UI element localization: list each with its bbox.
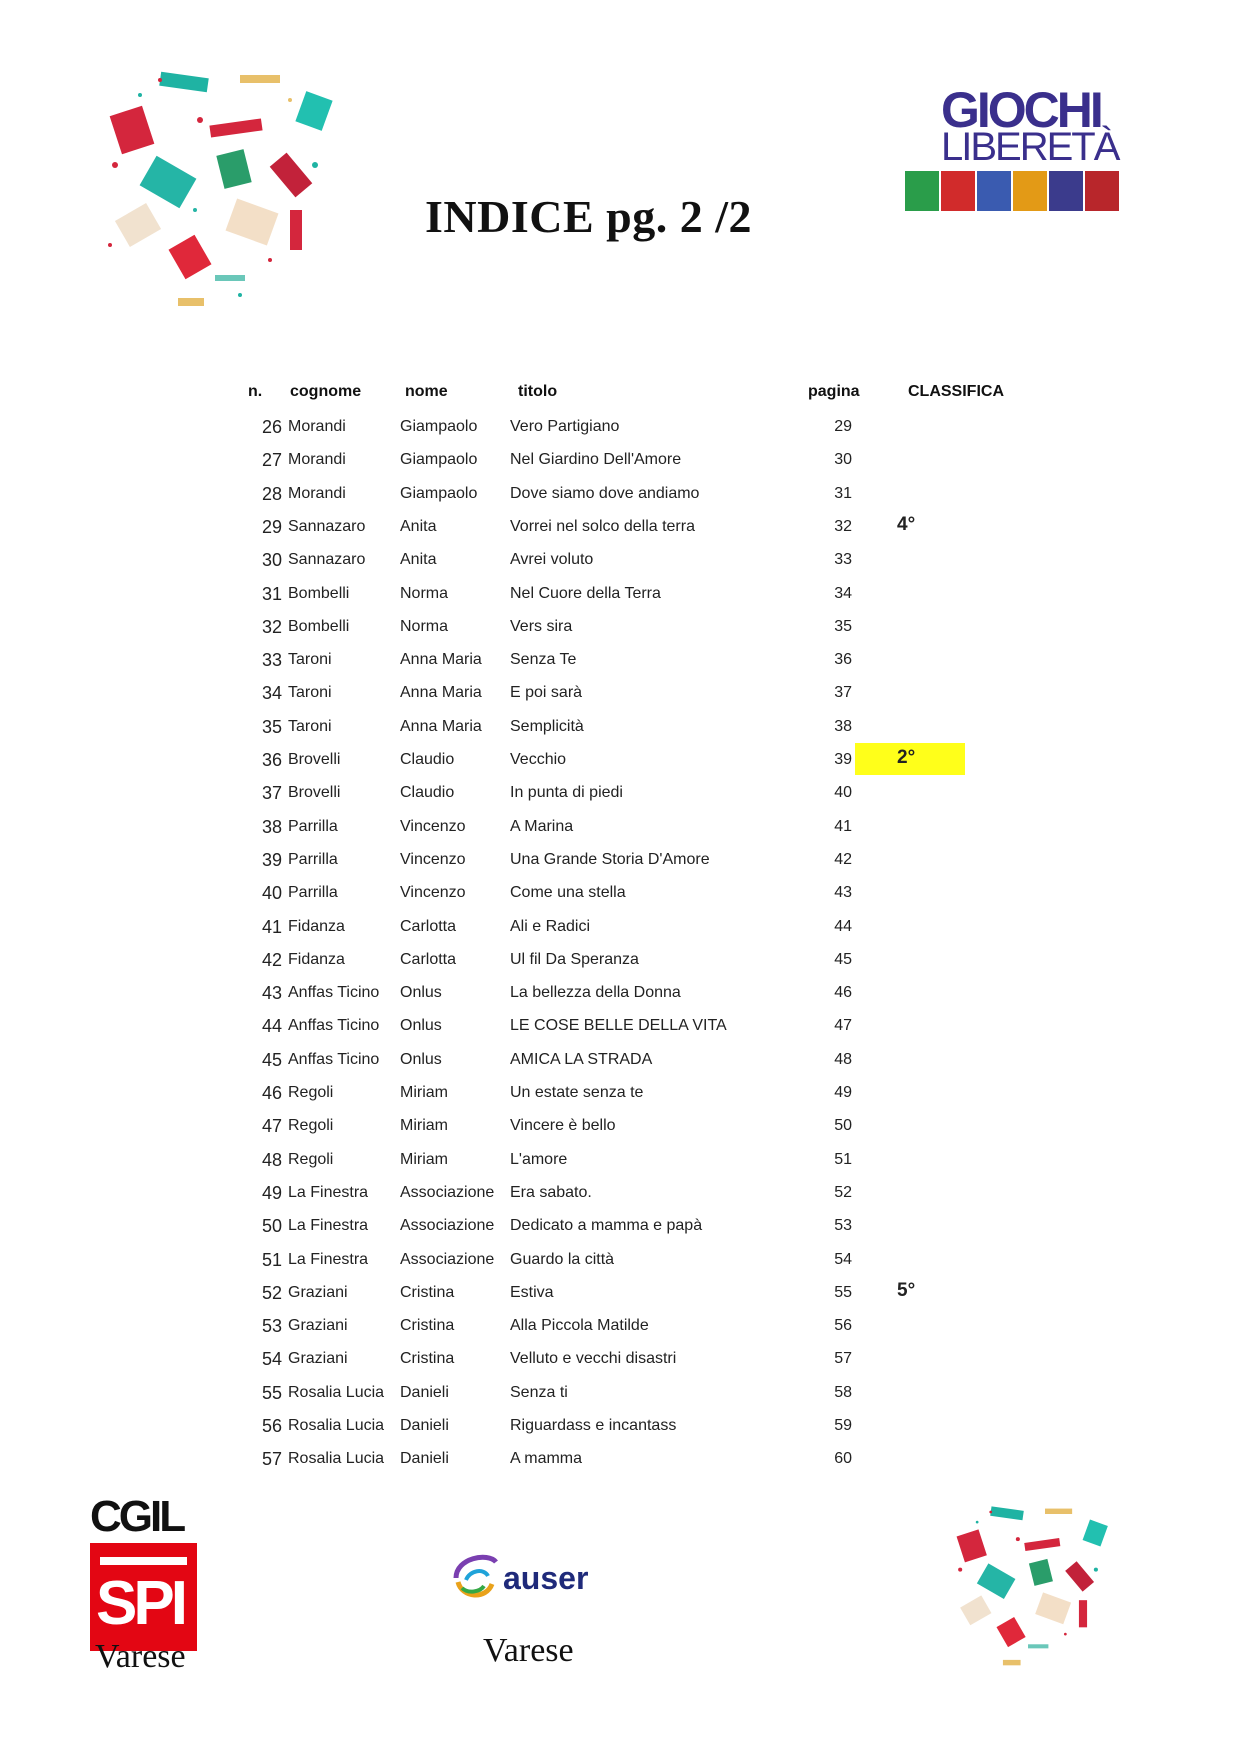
row-cognome: Regoli	[288, 1150, 334, 1168]
row-nome: Onlus	[400, 984, 442, 1002]
row-nome: Associazione	[400, 1250, 495, 1268]
row-nome: Danieli	[400, 1383, 449, 1401]
varese-label-center: Varese	[483, 1632, 574, 1669]
row-pagina: 54	[834, 1250, 852, 1268]
table-row	[0, 1250, 1241, 1283]
row-titolo: Una Grande Storia D'Amore	[510, 850, 710, 868]
row-titolo: Guardo la città	[510, 1250, 615, 1268]
row-number: 43	[261, 983, 282, 1004]
row-number: 35	[261, 716, 282, 737]
row-number: 47	[261, 1116, 282, 1137]
table-row	[0, 550, 1241, 583]
row-pagina: 42	[834, 850, 852, 868]
spi-box	[90, 1543, 197, 1651]
table-row	[0, 747, 1241, 783]
row-number: 55	[261, 1382, 282, 1403]
row-nome: Miriam	[400, 1084, 448, 1101]
row-nome: Norma	[400, 617, 449, 635]
giochi-liberta-logo	[905, 82, 1165, 220]
row-titolo: Estiva	[510, 1283, 554, 1301]
row-pagina: 59	[834, 1417, 852, 1434]
row-number: 41	[261, 916, 282, 937]
row-pagina: 30	[834, 451, 852, 469]
table-row	[0, 850, 1241, 883]
row-pagina: 31	[834, 484, 852, 502]
row-titolo: Vorrei nel solco della terra	[510, 517, 695, 535]
row-pagina: 60	[834, 1450, 852, 1468]
row-pagina: 53	[834, 1217, 852, 1235]
row-pagina: 55	[834, 1283, 852, 1301]
auser-logo	[448, 1548, 598, 1608]
row-nome: Cristina	[400, 1317, 455, 1335]
row-titolo: A mamma	[510, 1450, 583, 1468]
row-titolo: Nel Cuore della Terra	[510, 584, 661, 602]
row-number: 31	[261, 583, 282, 604]
row-titolo: Come una stella	[510, 884, 626, 902]
row-pagina: 49	[834, 1084, 852, 1101]
row-pagina: 36	[834, 651, 852, 669]
row-titolo: Velluto e vecchi disastri	[510, 1350, 677, 1368]
header-pagina: pagina	[808, 383, 860, 400]
row-cognome: Parrilla	[288, 884, 338, 902]
bowling-ball-icon	[1085, 171, 1119, 211]
row-classifica: 4°	[897, 513, 916, 535]
row-cognome: Taroni	[288, 651, 332, 669]
row-pagina: 39	[834, 751, 852, 768]
row-cognome: Bombelli	[288, 617, 350, 635]
row-cognome: Brovelli	[288, 784, 341, 802]
row-nome: Anita	[400, 551, 437, 569]
row-cognome: Rosalia Lucia	[288, 1417, 385, 1434]
row-titolo: Nel Giardino Dell'Amore	[510, 451, 682, 469]
spi-text: SPI	[96, 1569, 184, 1638]
row-pagina: 45	[834, 950, 852, 968]
row-cognome: Regoli	[288, 1084, 334, 1101]
row-number: 40	[261, 883, 282, 904]
row-nome: Associazione	[400, 1183, 495, 1201]
header-titolo: titolo	[518, 383, 558, 400]
header-nome: nome	[405, 383, 448, 400]
row-classifica: 2°	[897, 747, 916, 768]
table-row	[0, 513, 1241, 550]
row-number: 50	[261, 1216, 282, 1237]
row-titolo: E poi sarà	[510, 684, 583, 702]
auser-text: auser	[503, 1560, 589, 1596]
row-pagina: 37	[834, 684, 852, 702]
row-nome: Claudio	[400, 751, 455, 768]
row-number: 39	[261, 849, 282, 870]
row-pagina: 40	[834, 784, 852, 802]
row-nome: Vincenzo	[400, 884, 466, 902]
table-row	[0, 683, 1241, 716]
table-row	[0, 1316, 1241, 1349]
row-cognome: Morandi	[288, 418, 346, 435]
row-number: 26	[261, 417, 282, 437]
row-cognome: Morandi	[288, 451, 346, 469]
row-titolo: Vero Partigiano	[510, 418, 620, 435]
row-cognome: Fidanza	[288, 917, 345, 935]
row-pagina: 58	[834, 1383, 852, 1401]
row-pagina: 57	[834, 1350, 852, 1368]
table-row	[0, 1416, 1241, 1449]
logo-line-2: LIBERETÀ	[941, 125, 1119, 169]
row-nome: Danieli	[400, 1450, 449, 1468]
row-pagina: 50	[834, 1117, 852, 1135]
row-nome: Anna Maria	[400, 717, 482, 735]
cgil-spi-logo	[90, 1492, 200, 1651]
row-nome: Vincenzo	[400, 817, 466, 835]
row-cognome: Brovelli	[288, 751, 341, 768]
row-nome: Carlotta	[400, 917, 457, 935]
row-cognome: Anffas Ticino	[288, 984, 380, 1002]
table-row	[0, 1183, 1241, 1216]
table-row	[0, 484, 1241, 517]
row-titolo: Era sabato.	[510, 1183, 592, 1201]
row-number: 37	[261, 783, 282, 804]
row-titolo: Semplicità	[510, 717, 584, 735]
header-n: n.	[248, 383, 263, 400]
table-row	[0, 1279, 1241, 1316]
row-cognome: Fidanza	[288, 950, 345, 968]
row-classifica: 5°	[897, 1279, 916, 1301]
table-row	[0, 417, 1241, 450]
row-titolo: Senza ti	[510, 1383, 568, 1401]
table-row	[0, 1449, 1241, 1482]
row-number: 34	[261, 683, 282, 704]
row-number: 53	[261, 1316, 282, 1337]
row-cognome: Graziani	[288, 1317, 348, 1335]
row-nome: Vincenzo	[400, 850, 466, 868]
row-number: 29	[261, 516, 282, 537]
row-number: 44	[261, 1016, 282, 1037]
table-row	[0, 617, 1241, 650]
row-pagina: 29	[834, 418, 852, 435]
row-nome: Danieli	[400, 1417, 449, 1434]
row-cognome: Rosalia Lucia	[288, 1383, 385, 1401]
row-titolo: Vers sira	[510, 617, 573, 635]
logo-line-1: GIOCHI	[941, 82, 1101, 138]
row-number: 51	[261, 1249, 282, 1270]
row-cognome: La Finestra	[288, 1250, 369, 1268]
row-pagina: 35	[834, 617, 852, 635]
row-titolo: Ul fil Da Speranza	[510, 950, 639, 968]
books-illustration-bottom-right	[950, 1500, 1140, 1680]
row-titolo: Senza Te	[510, 651, 577, 669]
row-nome: Norma	[400, 584, 449, 602]
row-cognome: Anffas Ticino	[288, 1017, 380, 1035]
logo-icons-strip	[905, 171, 1121, 211]
row-number: 56	[261, 1416, 282, 1436]
row-number: 30	[261, 550, 282, 571]
row-cognome: Regoli	[288, 1117, 334, 1135]
varese-label-left: Varese	[95, 1638, 186, 1675]
row-cognome: Parrilla	[288, 817, 338, 835]
tree-icon	[905, 171, 939, 211]
table-row	[0, 783, 1241, 816]
header-cognome: cognome	[290, 383, 362, 400]
row-number: 28	[261, 483, 282, 504]
row-number: 54	[261, 1349, 282, 1370]
row-titolo: LE COSE BELLE DELLA VITA	[510, 1017, 727, 1035]
table-row	[0, 817, 1241, 850]
row-nome: Miriam	[400, 1150, 448, 1168]
row-pagina: 47	[834, 1017, 852, 1035]
row-titolo: AMICA LA STRADA	[510, 1050, 653, 1068]
row-cognome: Taroni	[288, 684, 332, 702]
table-row	[0, 1150, 1241, 1183]
header-classifica: CLASSIFICA	[908, 383, 1004, 400]
row-titolo: Ali e Radici	[510, 917, 591, 935]
row-pagina: 33	[834, 551, 852, 569]
row-nome: Giampaolo	[400, 484, 478, 502]
row-cognome: Parrilla	[288, 850, 338, 868]
row-cognome: Graziani	[288, 1350, 348, 1368]
row-pagina: 44	[834, 917, 852, 935]
row-number: 46	[261, 1083, 282, 1103]
clover-icon	[977, 171, 1011, 211]
auser-swirl-icon	[448, 1548, 508, 1608]
row-nome: Giampaolo	[400, 418, 478, 435]
row-nome: Onlus	[400, 1050, 442, 1068]
row-titolo: Vecchio	[510, 751, 567, 768]
row-cognome: Sannazaro	[288, 551, 366, 569]
row-number: 38	[261, 816, 282, 837]
table-row	[0, 1216, 1241, 1249]
row-pagina: 41	[834, 817, 852, 835]
row-nome: Onlus	[400, 1017, 442, 1035]
table-row	[0, 950, 1241, 983]
row-nome: Giampaolo	[400, 451, 478, 469]
row-nome: Associazione	[400, 1217, 495, 1235]
row-cognome: Anffas Ticino	[288, 1050, 380, 1068]
row-cognome: La Finestra	[288, 1217, 369, 1235]
table-row	[0, 1050, 1241, 1083]
table-row	[0, 1116, 1241, 1149]
row-nome: Claudio	[400, 784, 455, 802]
row-pagina: 34	[834, 584, 852, 602]
row-number: 52	[261, 1282, 282, 1303]
row-titolo: Dedicato a mamma e papà	[510, 1217, 703, 1235]
table-row	[0, 1083, 1241, 1116]
row-pagina: 48	[834, 1050, 852, 1068]
row-pagina: 38	[834, 717, 852, 735]
row-pagina: 43	[834, 884, 852, 902]
row-pagina: 56	[834, 1317, 852, 1335]
row-titolo: Vincere è bello	[510, 1117, 616, 1135]
row-cognome: Morandi	[288, 484, 346, 502]
books-illustration-top-left	[100, 70, 380, 320]
row-pagina: 52	[834, 1183, 852, 1201]
row-titolo: Un estate senza te	[510, 1084, 644, 1101]
row-nome: Anna Maria	[400, 684, 482, 702]
table-row	[0, 450, 1241, 483]
row-pagina: 51	[834, 1150, 852, 1168]
row-number: 49	[261, 1182, 282, 1203]
palette-icon	[941, 171, 975, 211]
table-row	[0, 917, 1241, 950]
row-number: 36	[261, 750, 282, 770]
row-cognome: Graziani	[288, 1283, 348, 1301]
table-row	[0, 584, 1241, 617]
row-number: 45	[261, 1049, 282, 1070]
row-number: 33	[261, 650, 282, 671]
row-titolo: L'amore	[510, 1150, 568, 1168]
table-row	[0, 650, 1241, 683]
page-title: INDICE pg. 2 /2	[425, 191, 753, 242]
table-row	[0, 983, 1241, 1016]
row-nome: Carlotta	[400, 950, 457, 968]
row-cognome: Sannazaro	[288, 517, 366, 535]
table-row	[0, 1383, 1241, 1416]
table-row	[0, 717, 1241, 750]
row-titolo: Avrei voluto	[510, 551, 594, 569]
row-number: 27	[261, 450, 282, 471]
table-row	[0, 1016, 1241, 1049]
film-strip-icon	[1049, 171, 1083, 211]
row-cognome: La Finestra	[288, 1183, 369, 1201]
table-row	[0, 883, 1241, 916]
music-note-icon	[1013, 171, 1047, 211]
cgil-text: CGIL	[90, 1492, 184, 1541]
row-nome: Cristina	[400, 1350, 455, 1368]
row-titolo: Riguardass e incantass	[510, 1417, 677, 1434]
row-nome: Miriam	[400, 1117, 448, 1135]
row-number: 57	[261, 1449, 282, 1470]
row-number: 48	[261, 1149, 282, 1170]
row-number: 32	[261, 616, 282, 637]
row-pagina: 46	[834, 984, 852, 1002]
table-row	[0, 1349, 1241, 1382]
row-cognome: Rosalia Lucia	[288, 1450, 385, 1468]
row-nome: Anita	[400, 517, 437, 535]
row-titolo: La bellezza della Donna	[510, 984, 681, 1002]
row-titolo: In punta di piedi	[510, 784, 623, 802]
row-titolo: Alla Piccola Matilde	[510, 1317, 649, 1335]
row-number: 42	[261, 949, 282, 970]
row-cognome: Taroni	[288, 717, 332, 735]
row-pagina: 32	[834, 517, 852, 535]
row-cognome: Bombelli	[288, 584, 350, 602]
row-titolo: A Marina	[510, 817, 574, 835]
row-nome: Anna Maria	[400, 651, 482, 669]
row-nome: Cristina	[400, 1283, 455, 1301]
row-titolo: Dove siamo dove andiamo	[510, 484, 700, 502]
